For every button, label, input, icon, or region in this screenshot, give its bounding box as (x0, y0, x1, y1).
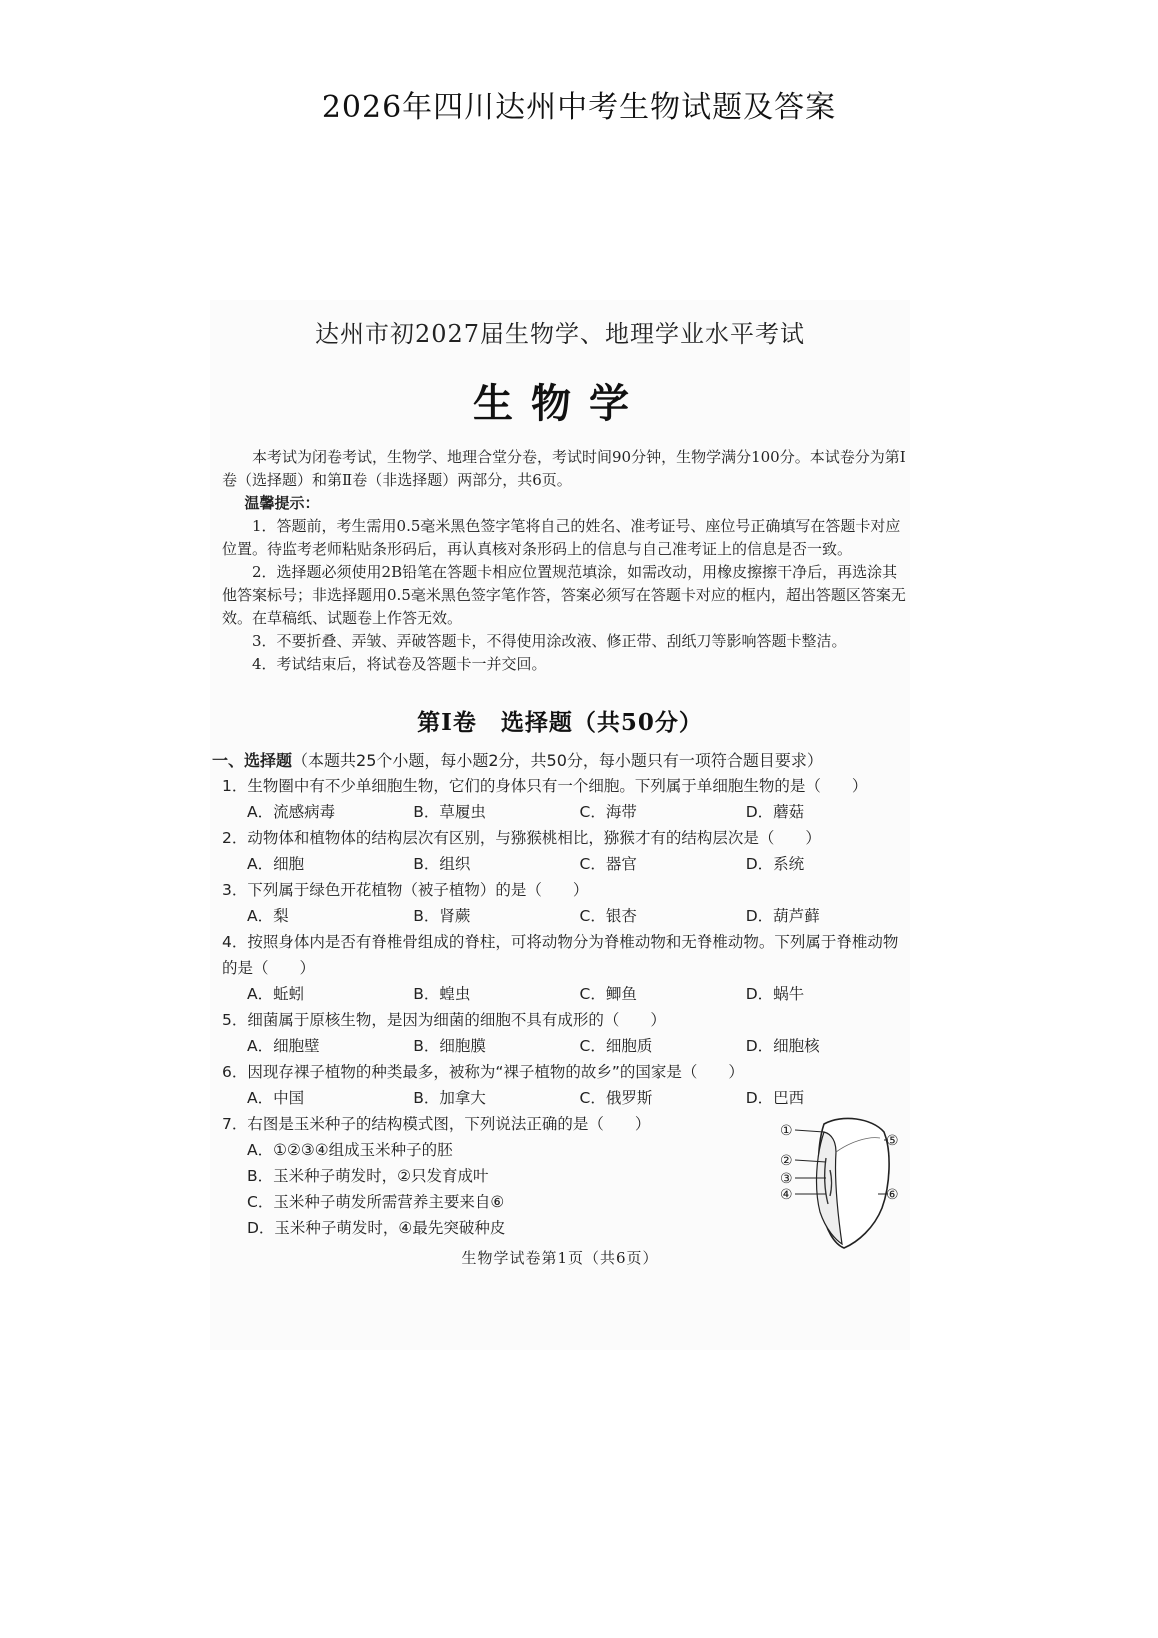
tip-item: 4．考试结束后，将试卷及答题卡一并交回。 (252, 655, 547, 673)
option-c: C．俄罗斯 (579, 1089, 653, 1107)
tip-item: 3．不要折叠、弄皱、弄破答题卡，不得使用涂改液、修正带、刮纸刀等影响答题卡整洁。 (252, 632, 847, 650)
label-1: ① (780, 1123, 793, 1139)
exam-header: 达州市初2027届生物学、地理学业水平考试 (314, 320, 806, 348)
question-3 (222, 877, 912, 929)
option-a: A．细胞 (247, 855, 305, 873)
section-heading (212, 748, 912, 771)
exam-page-scan (210, 300, 910, 1350)
option-d: D．巴西 (745, 1089, 805, 1107)
question-options (222, 1085, 912, 1111)
question-options (222, 1033, 912, 1059)
option-a: A．梨 (247, 907, 289, 925)
part1-title: 第Ⅰ卷 选择题（共50分） (417, 709, 703, 736)
question-stem: 7．右图是玉米种子的结构模式图，下列说法正确的是（ ） (222, 1115, 651, 1133)
question-stem: 2．动物体和植物体的结构层次有区别，与猕猴桃相比，猕猴才有的结构层次是（ ） (222, 829, 821, 847)
page-footer: 生物学试卷第1页（共6页） (461, 1249, 659, 1267)
exam-instructions (222, 446, 912, 676)
question-stem: 5．细菌属于原核生物，是因为细菌的细胞不具有成形的（ ） (222, 1011, 666, 1029)
question-1 (222, 773, 912, 825)
option-d: D．蘑菇 (745, 803, 805, 821)
option-a: A．①②③④组成玉米种子的胚 (247, 1141, 453, 1159)
option-a: A．流感病毒 (247, 803, 336, 821)
section-note: （本题共25个小题，每小题2分，共50分，每小题只有一项符合题目要求） (292, 751, 823, 770)
question-options (222, 903, 912, 929)
question-5 (222, 1007, 912, 1059)
option-d: D．细胞核 (745, 1037, 820, 1055)
option-d: D．系统 (745, 855, 805, 873)
option-b: B．玉米种子萌发时，②只发育成叶 (247, 1167, 489, 1185)
document-title: 2026年四川达州中考生物试题及答案 (321, 90, 837, 125)
option-c: C．海带 (579, 803, 637, 821)
option-d: D．葫芦藓 (745, 907, 820, 925)
label-5: ⑤ (886, 1133, 899, 1149)
option-b: B．组织 (413, 855, 471, 873)
option-c: C．器官 (579, 855, 637, 873)
label-6: ⑥ (886, 1187, 899, 1203)
question-options (222, 851, 912, 877)
option-c: C．玉米种子萌发所需营养主要来自⑥ (247, 1193, 505, 1211)
option-b: B．细胞膜 (413, 1037, 486, 1055)
question-2 (222, 825, 912, 877)
question-options (222, 981, 912, 1007)
label-3: ③ (780, 1171, 793, 1187)
option-c: C．鲫鱼 (579, 985, 637, 1003)
option-b: B．草履虫 (413, 803, 486, 821)
option-b: B．肾蕨 (413, 907, 471, 925)
label-4: ④ (780, 1187, 793, 1203)
option-d: D．玉米种子萌发时，④最先突破种皮 (247, 1219, 506, 1237)
question-stem: 1．生物圈中有不少单细胞生物，它们的身体只有一个细胞。下列属于单细胞生物的是（ ） (222, 777, 868, 795)
corn-seed-diagram (780, 1112, 900, 1252)
option-b: B．加拿大 (413, 1089, 486, 1107)
question-stem: 6．因现存裸子植物的种类最多，被称为“裸子植物的故乡”的国家是（ ） (222, 1063, 744, 1081)
question-stem: 4．按照身体内是否有脊椎骨组成的脊柱，可将动物分为脊椎动物和无脊椎动物。下列属于脊椎动物的是（ ） (222, 933, 899, 977)
option-b: B．蝗虫 (413, 985, 471, 1003)
option-c: C．细胞质 (579, 1037, 653, 1055)
intro-paragraph: 本考试为闭卷考试，生物学、地理合堂分卷，考试时间90分钟，生物学满分100分。本试卷分为第Ⅰ卷（选择题）和第Ⅱ卷（非选择题）两部分，共6页。 (222, 448, 906, 489)
label-2: ② (780, 1153, 793, 1169)
option-a: A．蚯蚓 (247, 985, 305, 1003)
section-label: 一、选择题 (212, 751, 293, 770)
option-d: D．蜗牛 (745, 985, 805, 1003)
subject-title: 生物学 (473, 380, 647, 427)
option-a: A．中国 (247, 1089, 305, 1107)
question-options (222, 799, 912, 825)
option-c: C．银杏 (579, 907, 637, 925)
question-6 (222, 1059, 912, 1111)
option-a: A．细胞壁 (247, 1037, 320, 1055)
tip-item: 1．答题前，考生需用0.5毫米黑色签字笔将自己的姓名、准考证号、座位号正确填写在答题卡对应位置。待监考老师粘贴条形码后，再认真核对条形码上的信息与自己准考证上的信息是否一致。 (222, 517, 901, 558)
question-stem: 3．下列属于绿色开花植物（被子植物）的是（ ） (222, 881, 589, 899)
question-4 (222, 929, 912, 1007)
tips-title: 温馨提示： (244, 494, 320, 512)
tip-item: 2．选择题必须使用2B铅笔在答题卡相应位置规范填涂，如需改动，用橡皮擦擦干净后，再选涂其他答案标号；非选择题用0.5毫米黑色签字笔作答，答案必须写在答题卡对应的框内，超出答题区答案无效。在草稿纸、试题卷上作答无效。 (222, 563, 906, 627)
